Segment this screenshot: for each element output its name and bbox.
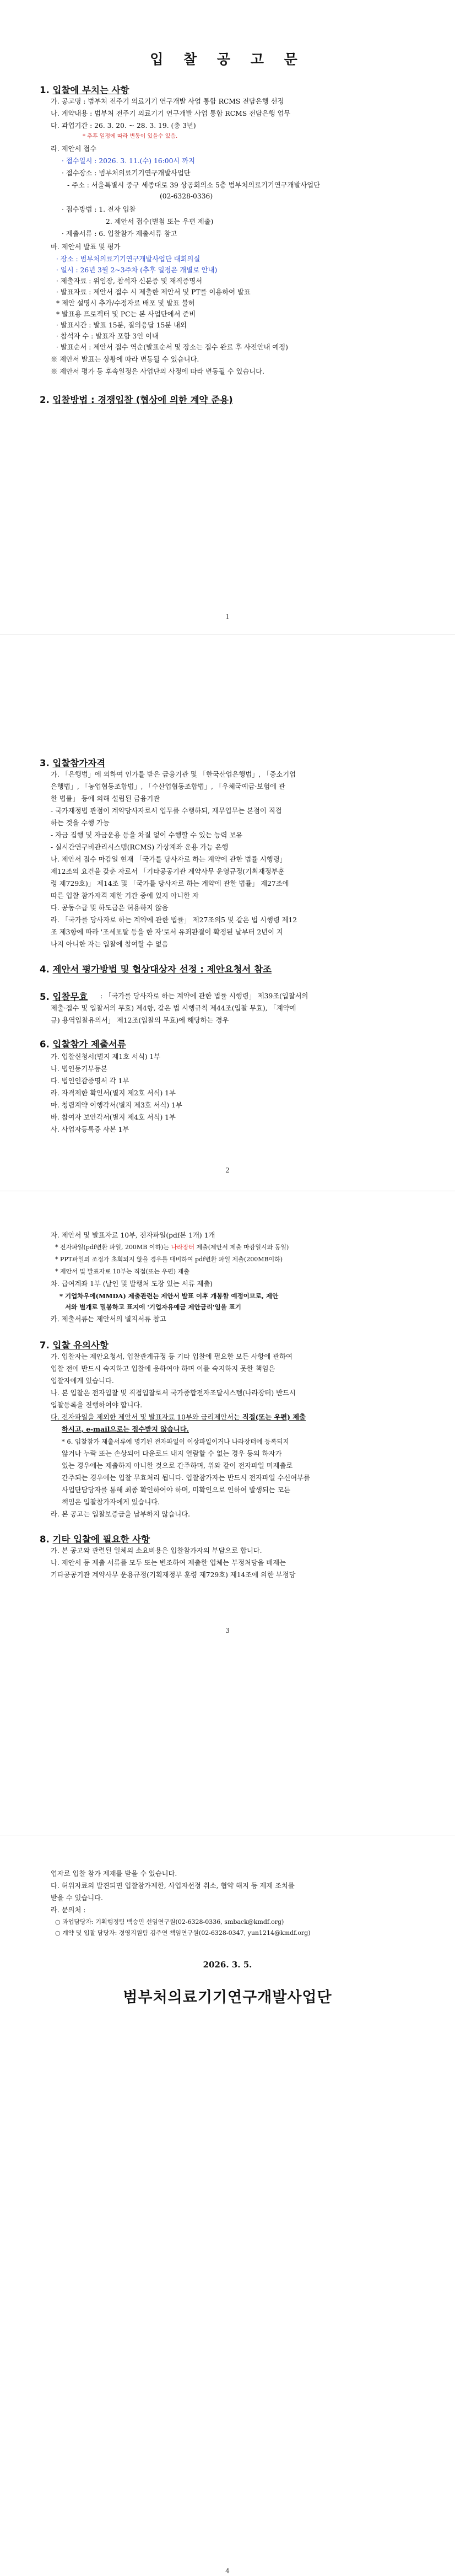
s5-line: : 「국가를 당사자로 하는 계약에 관한 법률 시행령」 제39조(입찰서의 [100,992,308,1000]
s8-line: 기타공공기관 계약사무 운용규정(기획재정부 훈령 제729호) 제14조에 의한 부정당 [51,1571,296,1579]
s1-line: 가. 공고명 : 범부처 전주기 의료기기 연구개발 사업 통합 RCMS 전담은행 선정 [51,98,284,105]
s7-line: 입찰등록을 진행하여야 합니다. [51,1401,143,1409]
page-3 [0,1191,455,1836]
s7-note: 책임은 입찰참가자에게 있습니다. [62,1498,160,1506]
s1-note: * 추후 일정에 따라 변동이 있을수 있음. [83,133,178,139]
s3-line: 조 제3항에 따라 '조세포탈 등을 한 자'로서 유죄판결이 확정된 날부터 2년이 지 [51,928,283,936]
ra-method-2: 2. 제안서 접수(별첨 또는 우편 제출) [106,218,214,225]
section-7-heading: 7. 입찰 유의사항 [40,1340,109,1351]
s7-note: 않거나 누락 또는 손상되어 다운로드 내지 열람할 수 없는 경우 등의 하자가 [62,1450,282,1458]
s7-line: 가. 입찰자는 제안요청서, 입찰관계규정 등 기타 입찰에 필요한 모든 사항에 관하여 [51,1353,292,1360]
s7-note: 사업단담당자를 통해 최종 확인하여야 하며, 미확인으로 인하여 발생되는 모든 [62,1486,291,1494]
s7-line-da-2: 하시고, e-mail으로는 접수받지 않습니다. [62,1425,189,1433]
s6-line: 사. 사업자등록증 사본 1부 [51,1126,129,1133]
contact-line: ○ 과업담당자: 기획행정팀 백승민 선임연구원(02-6328-0336, smback@kmdf.org) [55,1918,284,1926]
s7-note: 간주되는 경우에는 입찰 무효처리 됩니다. 입찰참가자는 반드시 전자파일 수신여부를 [62,1474,310,1482]
s7-line: 입찰 전에 반드시 숙지하고 입찰에 응하여야 하며 이를 숙지하지 못한 책임은 [51,1365,275,1373]
s3-line: - 국가재정법 관점이 계약당사자로서 업무를 수행하되, 재무업무는 본점이 직접 [51,807,282,815]
ra-place: · 접수장소 : 범부처의료기기연구개발사업단 [62,169,191,177]
s3-line: 다. 공동수급 및 하도급은 허용하지 않음 [51,904,169,912]
s3-line: - 자금 집행 및 자금운용 등을 차질 없이 수행할 수 있는 능력 보유 [51,831,243,839]
s6-line: 다. 법인인감증명서 각 1부 [51,1077,129,1085]
ra-deadline: · 접수일시 : 2026. 3. 11.(수) 16:00시 까지 [62,157,195,165]
ma-place: · 장소 : 범부처의료기기연구개발사업단 대회의실 [56,255,201,263]
ra-heading: 라. 제안서 접수 [51,145,96,153]
s6-line: 라. 자격제한 확인서(별지 제2호 서식) 1부 [51,1089,176,1097]
s7-line: 라. 본 공고는 입찰보증금을 납부하지 않습니다. [51,1510,191,1518]
s3-line: - 실시간연구비관리시스템(RCMS) 가상계좌 운용 가능 은행 [51,843,229,851]
ma-line: · 제출자료 : 위임장, 참석자 신분증 및 재직증명서 [56,277,203,285]
document-title: 입 찰 공 고 문 [150,51,305,67]
s6-line: 나. 법인등기부등본 [51,1065,107,1073]
ra-addr: - 주소 : 서울특별시 중구 세종대로 39 상공회의소 5층 범부처의료기기연구개발사업단 [67,181,320,189]
section-6-heading: 6. 입찰참가 제출서류 [40,1039,126,1050]
ra-phone: (02-6328-0336) [160,192,213,200]
s3-line: 령 제729호)」 제14조 및 「국가를 당사자로 하는 계약에 관한 법률」 제27조에 [51,880,289,888]
s3-line: 따른 입찰 참가자격 제한 기간 중에 있지 아니한 자 [51,892,199,900]
section-8-heading: 8. 기타 입찰에 필요한 사항 [40,1534,150,1545]
ma-date: · 일시 : 26년 3월 2~3주차 (추후 일정은 개별로 안내) [56,266,218,274]
page-number: 1 [225,613,230,621]
contact-line: ○ 계약 및 입찰 담당자: 경영지원팀 김주연 책임연구원(02-6328-0347, yun1214@kmdf.org) [55,1929,311,1937]
section-4-heading: 4. 제안서 평가방법 및 협상대상자 선정 : 제안요청서 참조 [40,964,272,975]
s3-line: 은행법」, 「농업협동조합법」, 「수산업협동조합법」, 「우체국예금·보험에 관 [51,783,285,790]
ma-heading: 마. 제안서 발표 및 평가 [51,243,121,251]
s6-line: 가. 입찰신청서(별지 제1호 서식) 1부 [51,1053,161,1061]
ma-note: ※ 제안서 발표는 상황에 따라 변동될 수 있습니다. [51,356,199,363]
ma-line: · 발표시간 : 발표 15분, 질의응답 15분 내외 [56,321,187,329]
mmda-note: * 기업차우에(MMDA) 제출관련는 제안서 발표 이후 개봉할 예정이므로, 제안 [59,1292,279,1300]
page-number: 4 [225,2567,230,2575]
announcement-date: 2026. 3. 5. [203,1960,252,1970]
ma-line: * 제안 설명시 추가/수정자료 배포 및 발표 불허 [56,299,195,307]
s3-line: 나. 제안서 접수 마감일 현재 「국가를 당사자로 하는 계약에 관한 법률 시행령」 [51,856,286,863]
s3-line: 나지 아니한 자는 입찰에 참여할 수 없음 [51,940,169,948]
page-2 [0,634,455,1191]
s6-cont-line: 자. 제안서 및 발표자료 10부, 전자파일(pdf본 1개) 1개 [51,1231,215,1239]
s5-line: 제출·접수 및 입찰서의 무효) 제4항, 같은 법 시행규칙 제44조(입찰 무효), 「계약예 [51,1004,296,1012]
s6-cont-note: * 전자파일(pdf변환 파일, 200MB 이하)는 나라장터 제출(제안서 제출 마감일시와 동일) [55,1244,289,1251]
s1-line: 다. 과업기간 : 26. 3. 20. ~ 28. 3. 19. (총 3년) [51,122,196,130]
s5-line: 규) 용역입찰유의서」 제12조(입찰의 무효)에 해당하는 경우 [51,1017,229,1024]
s6-cont-note: * 제안서 및 발표자료 10부는 직접(또는 우편) 제출 [55,1268,189,1275]
s3-line: 한 법률」 등에 의해 설립된 금융기관 [51,795,160,803]
section-1-heading: 1. 입찰에 부치는 사항 [40,85,129,95]
s7-note: * 6. 입찰참가 제출서류에 명기된 전자파일이 이상파일이거나 나라장터에 등록되지 [62,1438,289,1445]
s6-line: 바. 참여자 보안각서(별지 제4호 서식) 1부 [51,1114,176,1121]
s1-line: 나. 계약내용 : 범부처 전주기 의료기기 연구개발 사업 통합 RCMS 전담은행 업무 [51,110,291,117]
s8-line: 가. 본 공고와 관련된 일체의 소요비용은 입찰참가자의 부담으로 합니다. [51,1547,262,1555]
ma-line: · 발표자료 : 제안서 접수 시 제출한 제안서 및 PT를 이용하여 발표 [56,288,251,296]
s8-cont-line: 업자로 입찰 참가 제재를 받을 수 있습니다. [51,1870,177,1878]
s8-cont-line: 받을 수 있습니다. [51,1894,103,1902]
s6-cont-line: 차. 급여계좌 1부 (날인 및 발행처 도장 있는 서류 제출) [51,1280,213,1288]
page-4 [0,1836,455,2576]
s8-line: 나. 제안서 등 제출 서류를 모두 또는 변조하여 제출한 업체는 부정처당을 배제는 [51,1559,286,1567]
ma-line: * 발표용 프로젝터 및 PC는 본 사업단에서 준비 [56,310,196,318]
s3-line: 제12조의 요건을 갖춘 자로서 「기타공공기관 계약사무 운영규정(기획재정부훈 [51,868,285,875]
ma-line: · 참석자 수 : 발표자 포함 3인 이내 [56,332,159,340]
ma-line: · 발표순서 : 제안서 접수 역순(발표순서 및 장소는 접수 완료 후 사전안내 예정) [56,343,288,351]
s7-line: 입찰자에게 있습니다. [51,1377,114,1385]
section-5-heading: 5. 입찰무효 [40,992,88,1002]
s8-cont-line: 라. 문의처 : [51,1906,86,1914]
s6-cont-line: 카. 제출서류는 제안서의 별지서류 참고 [51,1315,166,1323]
page-number: 2 [225,1166,230,1174]
section-2-heading: 2. 입찰방법 : 경쟁입찰 (협상에 의한 계약 준용) [40,395,233,405]
s7-note: 있는 경우에는 제출하지 아니한 것으로 간주하며, 위와 같이 전자파일 미제출로 [62,1462,293,1470]
s6-line: 마. 청렴계약 이행각서(별지 제3호 서식) 1부 [51,1101,182,1109]
issuing-organization: 범부처의료기기연구개발사업단 [123,1989,332,2006]
s3-line: 라. 「국가를 당사자로 하는 계약에 관한 법률」 제27조의5 및 같은 법 시행령 제12 [51,916,297,924]
mmda-note: 서와 별개로 밀봉하고 표지에 '기업자유예금 제안금리'임을 표기 [65,1303,241,1311]
s7-line: 나. 본 입찰은 전자입찰 및 직접입찰로서 국가종합전자조달시스템(나라장터) 반드시 [51,1389,296,1397]
s8-cont-line: 다. 허위자료의 발견되면 입찰참가제한, 사업자선정 취소, 협약 해지 등 제재 조치를 [51,1882,295,1890]
page-1 [0,0,455,634]
s6-cont-note: * PPT파일의 조정가 초회되지 않을 경우를 대비하여 pdf변환 파일 제출(200MB이하) [55,1256,283,1263]
section-3-heading: 3. 입찰참가자격 [40,758,106,768]
s7-line-da: 다. 전자파일을 제외한 제안서 및 발표자료 10부와 금리제안서는 직접(또는 우편) 제출 [51,1413,306,1421]
s3-line: 하는 것을 수행 가능 [51,819,110,827]
ma-note: ※ 제안서 평가 등 후속일정은 사업단의 사정에 따라 변동될 수 있습니다. [51,368,264,375]
s3-line: 가. 「은행법」에 의하여 인가를 받은 금융기관 및 「한국산업은행법」, 「중소기업 [51,771,296,778]
page-number: 3 [225,1627,230,1634]
ra-method: · 접수방법 : 1. 전자 입찰 [62,206,136,213]
ra-docs: · 제출서류 : 6. 입찰참가 제출서류 참고 [62,230,177,238]
